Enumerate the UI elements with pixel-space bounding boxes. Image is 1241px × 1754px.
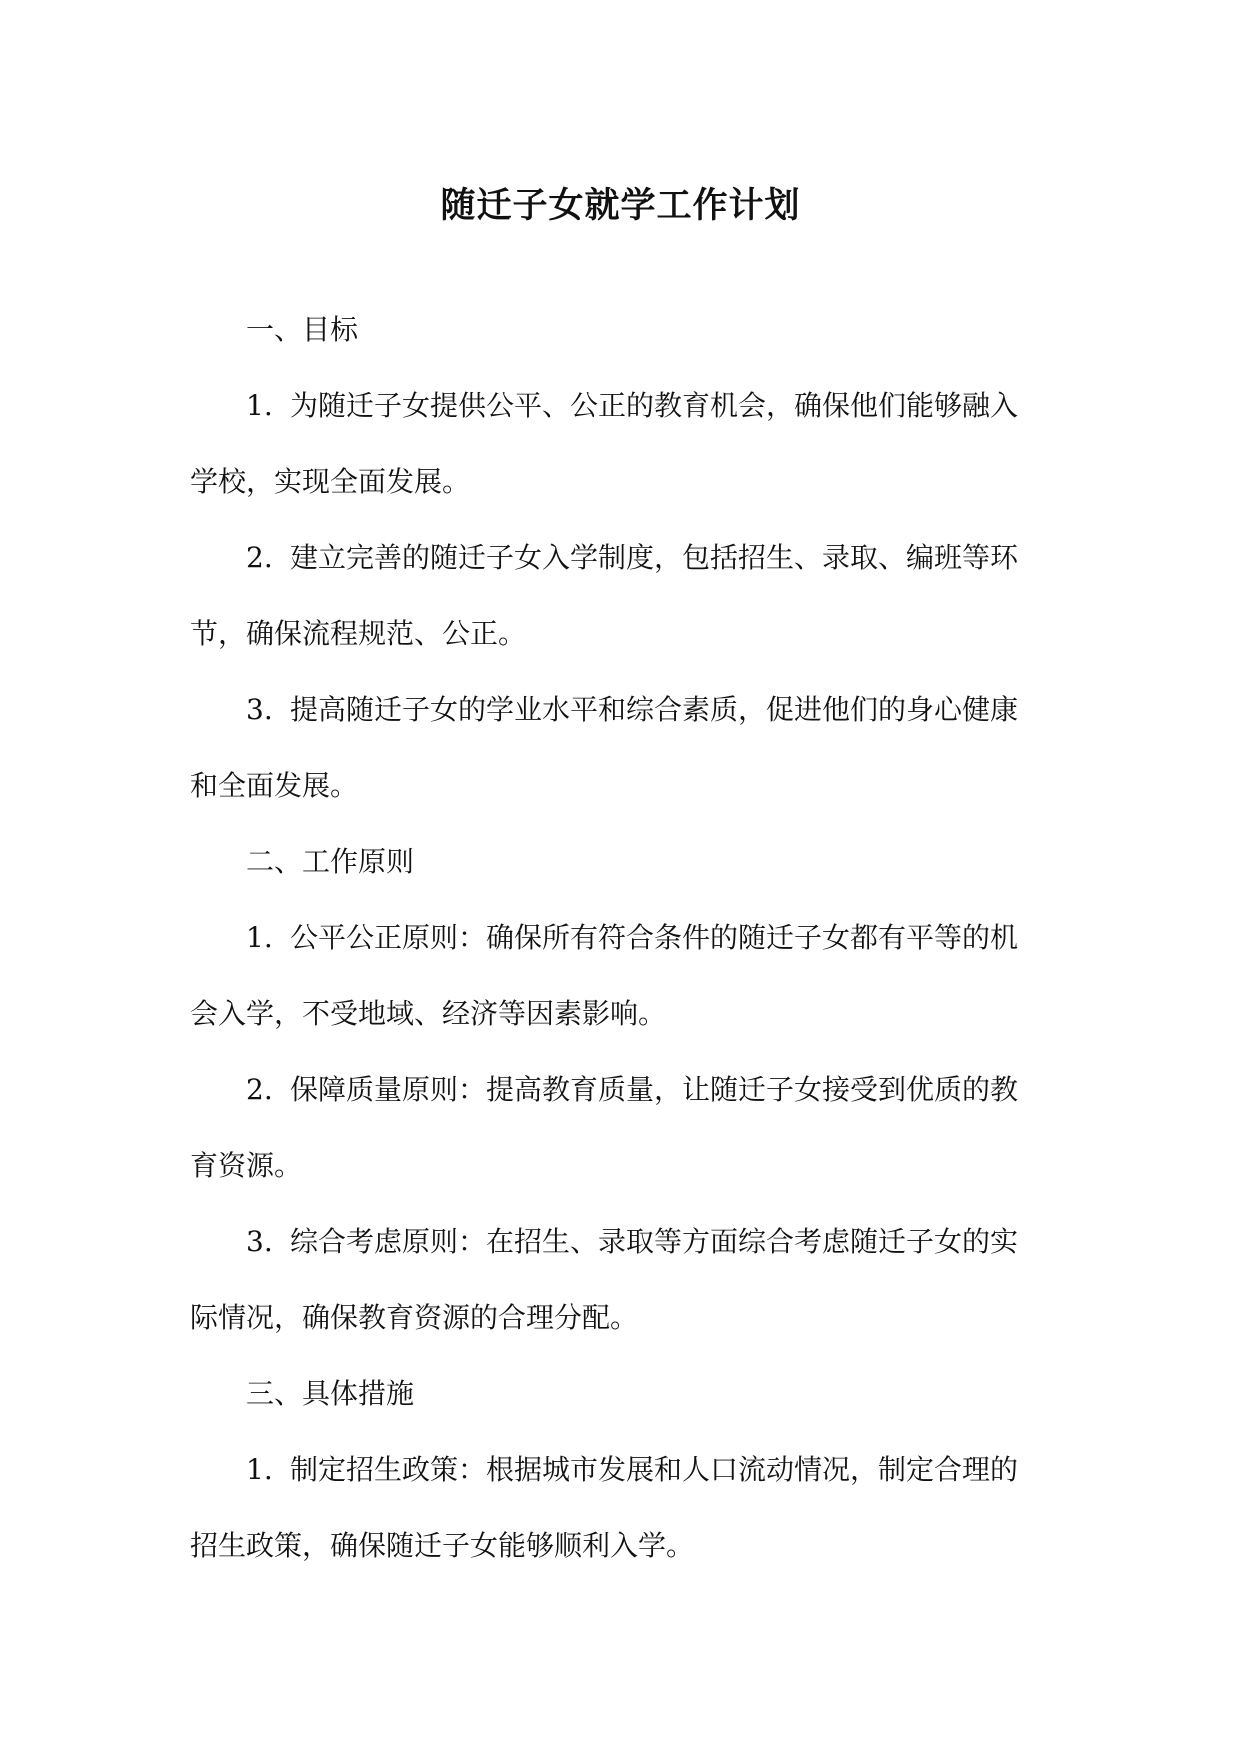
item-number: 1. [246, 921, 273, 954]
list-item [190, 919, 1052, 1033]
section-heading: 二、工作原则 [246, 845, 415, 878]
list-item [190, 1071, 1052, 1185]
item-number: 1. [246, 389, 273, 422]
item-text: 育资源。 [190, 1149, 303, 1182]
document-title: 随迁子女就学工作计划 [440, 185, 801, 226]
section-goals [190, 311, 1052, 349]
item-number: 1. [246, 1453, 273, 1486]
item-text: 学校，实现全面发展。 [190, 465, 471, 498]
item-text: 公平公正原则：确保所有符合条件的随迁子女都有平等的机 [290, 921, 1019, 954]
list-item [190, 387, 1052, 501]
item-text: 提高随迁子女的学业水平和综合素质，促进他们的身心健康 [290, 693, 1019, 726]
section-heading: 一、目标 [246, 313, 359, 346]
list-item [190, 691, 1052, 805]
section-principles [190, 843, 1052, 881]
item-text: 际情况，确保教育资源的合理分配。 [190, 1301, 639, 1334]
item-text: 节，确保流程规范、公正。 [190, 617, 527, 650]
item-text: 为随迁子女提供公平、公正的教育机会，确保他们能够融入 [290, 389, 1019, 422]
item-text: 综合考虑原则：在招生、录取等方面综合考虑随迁子女的实 [290, 1225, 1019, 1258]
list-item [190, 1451, 1052, 1565]
item-text: 招生政策，确保随迁子女能够顺利入学。 [190, 1529, 695, 1562]
item-number: 2. [246, 541, 273, 574]
item-text: 制定招生政策：根据城市发展和人口流动情况，制定合理的 [290, 1453, 1019, 1486]
document-body [190, 311, 1052, 1603]
list-item [190, 539, 1052, 653]
item-number: 2. [246, 1073, 273, 1106]
item-text: 建立完善的随迁子女入学制度，包括招生、录取、编班等环 [290, 541, 1019, 574]
item-number: 3. [246, 693, 273, 726]
list-item [190, 1223, 1052, 1337]
section-heading: 三、具体措施 [246, 1377, 415, 1410]
item-text: 和全面发展。 [190, 769, 359, 802]
item-number: 3. [246, 1225, 273, 1258]
item-text: 保障质量原则：提高教育质量，让随迁子女接受到优质的教 [290, 1073, 1019, 1106]
item-text: 会入学，不受地域、经济等因素影响。 [190, 997, 667, 1030]
section-measures [190, 1375, 1052, 1413]
